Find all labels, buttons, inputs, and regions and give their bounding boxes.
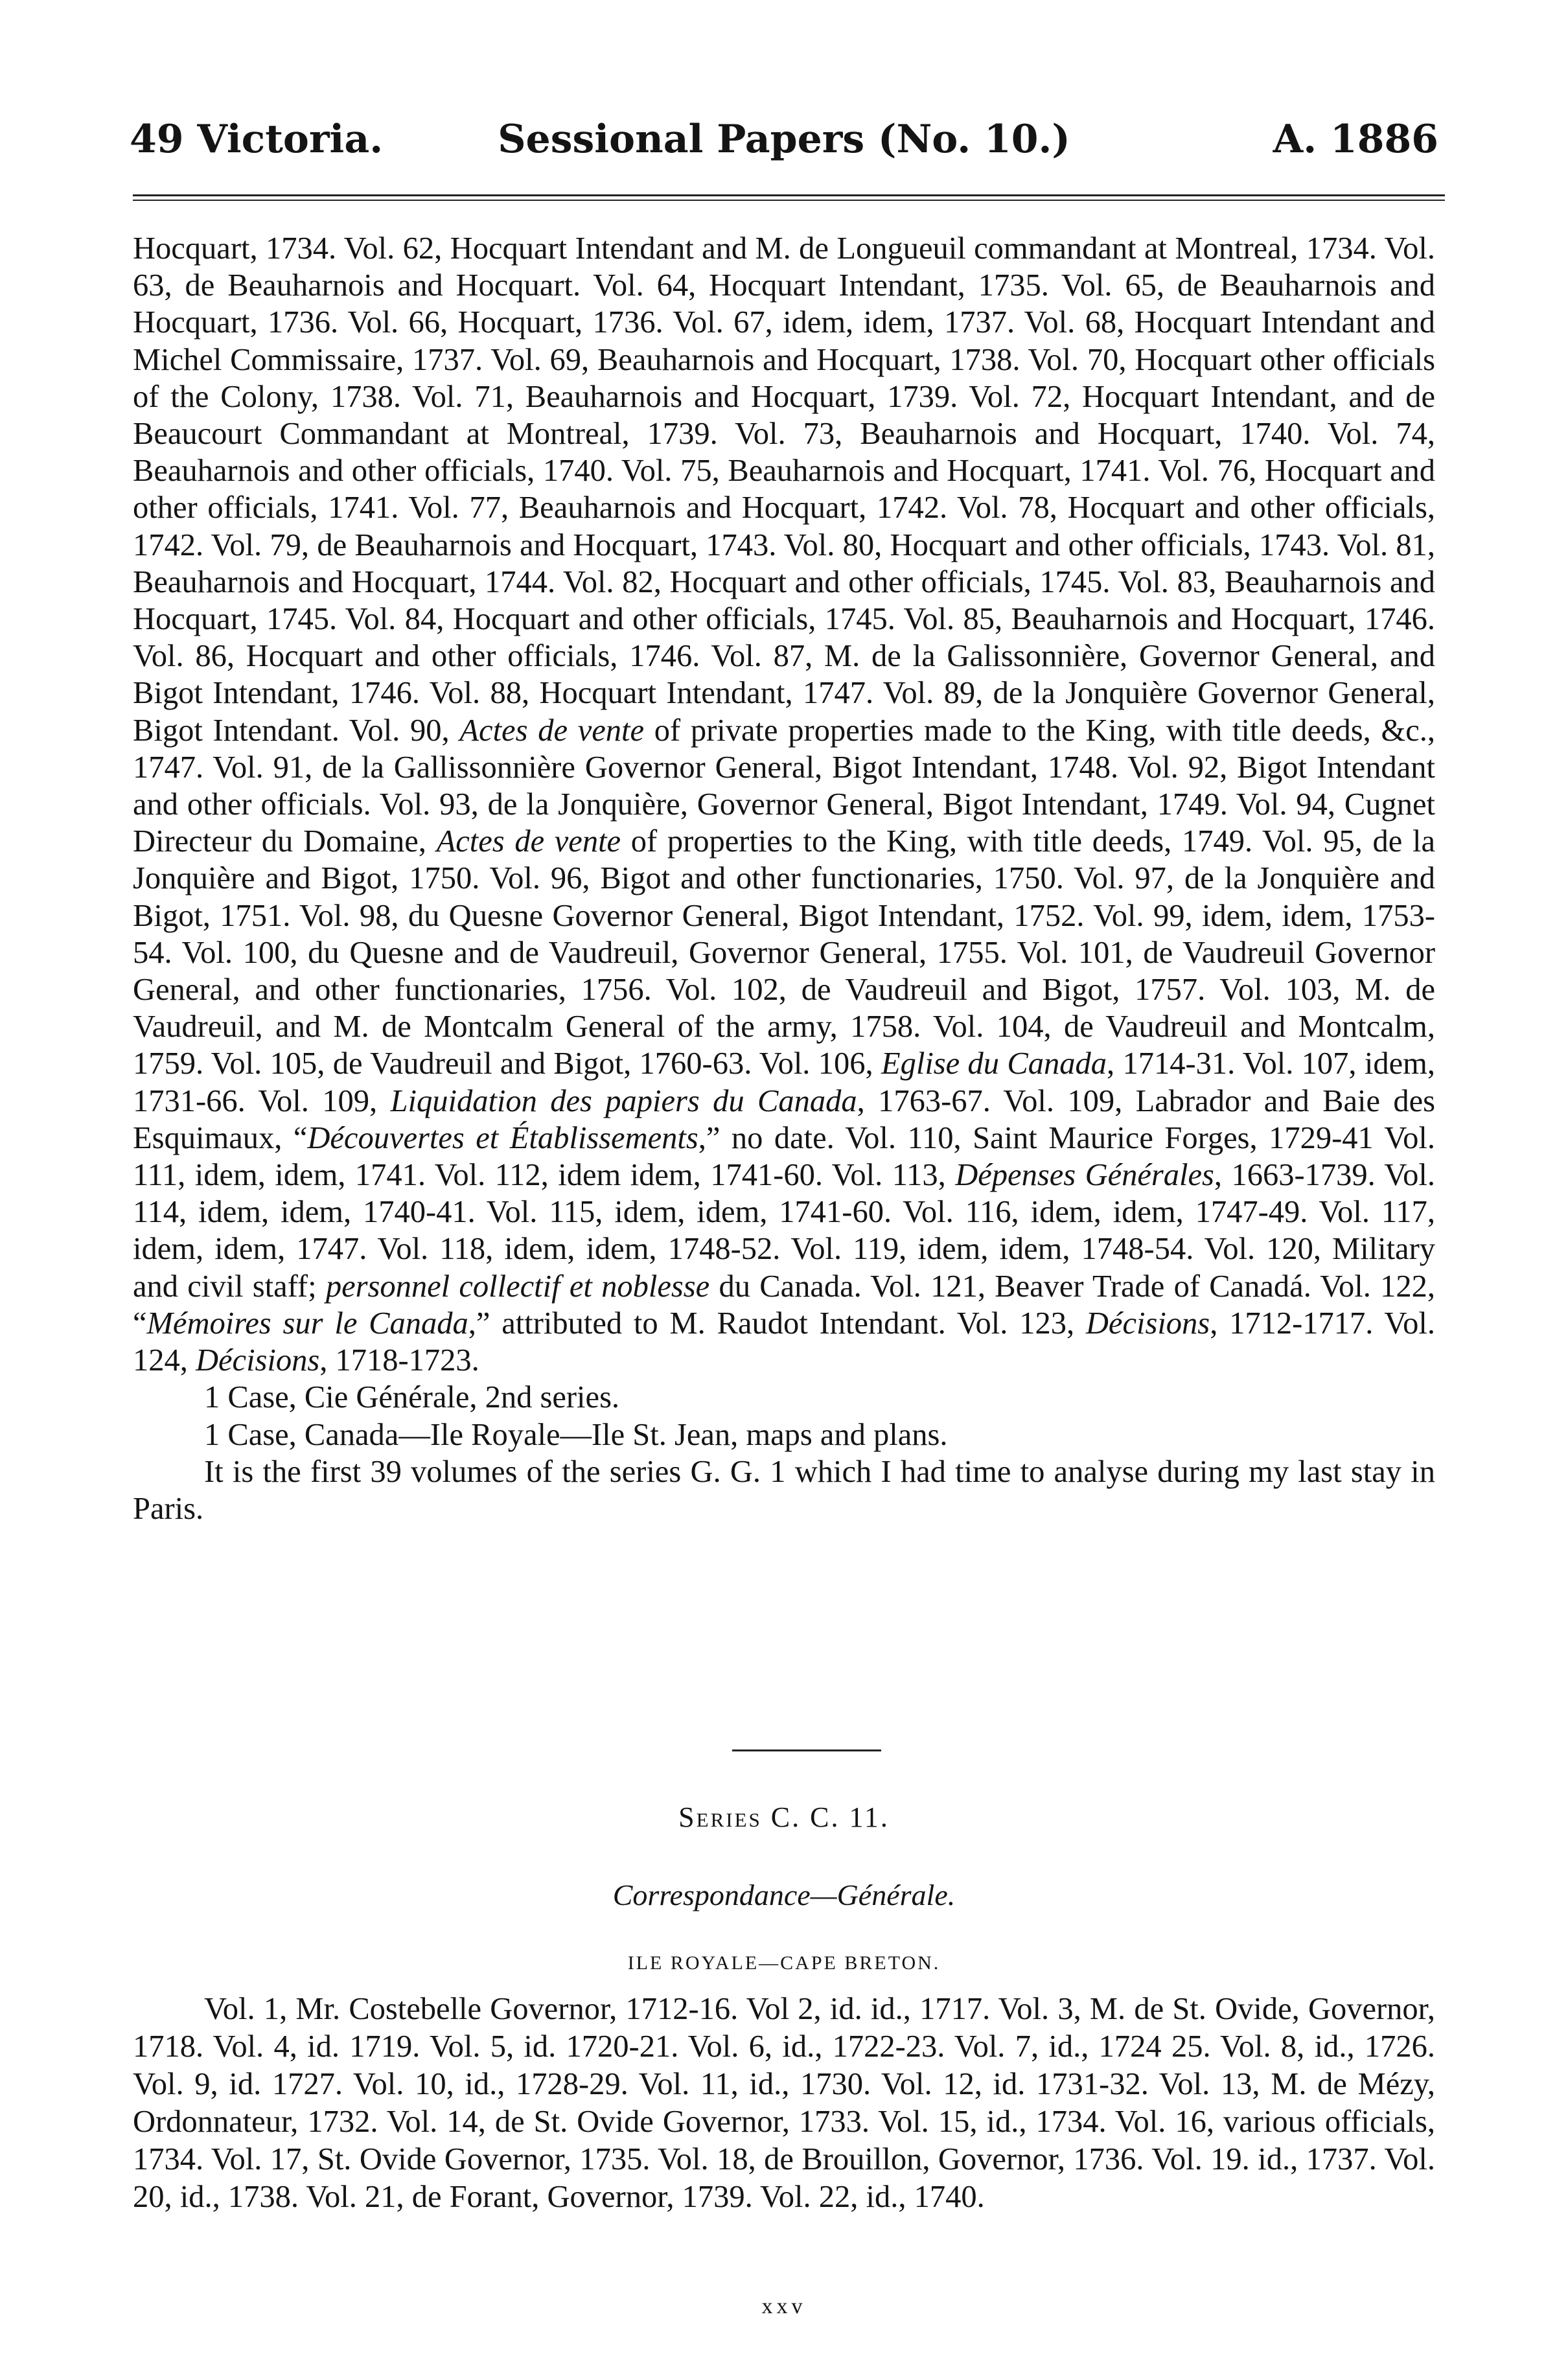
series-subheading: ILE ROYALE—CAPE BRETON. bbox=[627, 1952, 941, 1974]
case-line-2: 1 Case, Canada—Ile Royale—Ile St. Jean, maps and plans. bbox=[204, 1417, 948, 1452]
text-run: , 1663-1739. Vol. 114, idem, idem, 1740-41. Vol. 115, idem, idem, 1741-60. Vol. 116, idem, idem, 1747-49. Vol. 117, idem, idem, 1747. Vol. 118, idem, idem, 1748-52. Vol. 119, idem, idem, 1748-54. Vol. 120, Military and civil staff; bbox=[133, 1158, 1435, 1304]
text-run: Hocquart, 1734. Vol. 62, Hocquart Intendant and M. de Longueuil commandant at Montreal, 1734. Vol. 63, de Beauharnois and Hocquart. Vol. 64, Hocquart Intendant, 1735. Vol. 65, de Beauharnois and Hocquart, 1736. Vol. 66, Hocquart, 1736. Vol. 67, idem, idem, 1737. Vol. 68, Hocquart Intendant and Michel Commissaire, 1737. Vol. 69, Beauharnois and Hocquart, 1738. Vol. 70, Hocquart other officials of the Colony, 1738. Vol. 71, Beauharnois and Hocquart, 1739. Vol. 72, Hocquart Intendant, and de Beaucourt Commandant at Montreal, 1739. Vol. 73, Beauharnois and Hocquart, 1740. Vol. 74, Beauharnois and other officials, 1740. Vol. 75, Beauharnois and Hocquart, 1741. Vol. 76, Hocquart and other officials, 1741. Vol. 77, Beauharnois and Hocquart, 1742. Vol. 78, Hocquart and other officials, 1742. Vol. 79, de Beauharnois and Hocquart, 1743. Vol. 80, Hocquart and other officials, 1743. Vol. 81, Beauharnois and Hocquart, 1744. Vol. 82, Hocquart and other officials, 1745. Vol. 83, Beauharnois and Hocquart, 1745. Vol. 84, Hocquart and other officials, 1745. Vol. 85, Beauharnois and Hocquart, 1746. Vol. 86, Hocquart and other officials, 1746. Vol. 87, M. de la Galissonnière, Governor General, and Bigot Intendant, 1746. Vol. 88, Hocquart Intendant, 1747. Vol. 89, de la Jonquière Governor General, Bigot Intendant. Vol. 90, bbox=[133, 231, 1435, 748]
series-title: Series C. C. 11. bbox=[678, 1801, 890, 1833]
volume-list-paragraph bbox=[133, 230, 1435, 1379]
text-run: , 1712-1717. Vol. 124, bbox=[133, 1306, 1435, 1378]
text-run: of properties to the King, with title deeds, 1749. Vol. 95, de la Jonquière and Bigot, 1750. Vol. 96, Bigot and other functionaries, 1750. Vol. 97, de la Jonquière and Bigot, 1751. Vol. 98, du Quesne Governor General, Bigot Intendant, 1752. Vol. 99, idem, idem, 1753-54. Vol. 100, du Quesne and de Vaudreuil, Governor General, 1755. Vol. 101, de Vaudreuil Governor General, and other functionaries, 1756. Vol. 102, de Vaudreuil and Bigot, 1757. Vol. 103, M. de Vaudreuil, and M. de Montcalm General of the army, 1758. Vol. 104, de Vaudreuil and Montcalm, 1759. Vol. 105, de Vaudreuil and Bigot, 1760-63. Vol. 106, bbox=[133, 824, 1435, 1081]
italic-title: Mémoires sur le Canada bbox=[146, 1306, 468, 1341]
italic-title: personnel collectif et noblesse bbox=[325, 1269, 710, 1304]
text-run: , 1714-31. Vol. 107, idem, 1731-66. Vol. 109, bbox=[133, 1046, 1435, 1118]
italic-title: Eglise du Canada bbox=[881, 1046, 1107, 1081]
italic-title: Actes de vente bbox=[436, 824, 621, 859]
main-text bbox=[133, 230, 1435, 1527]
italic-title: Dépenses Générales bbox=[955, 1158, 1214, 1193]
text-run: ,” no date. Vol. 110, Saint Maurice Forges, 1729-41 Vol. 111, idem, idem, 1741. Vol. 112, idem idem, 1741-60. Vol. 113, bbox=[133, 1120, 1436, 1193]
case-line-1: 1 Case, Cie Générale, 2nd series. bbox=[204, 1380, 620, 1415]
text-run: du Canada. Vol. 121, Beaver Trade of Canadá. Vol. 122, “ bbox=[133, 1269, 1435, 1341]
header-year: A. 1886 bbox=[1273, 117, 1438, 162]
italic-title: Liquidation des papiers du Canada bbox=[390, 1083, 857, 1118]
header-double-rule bbox=[133, 194, 1445, 203]
header-regnal-year: 49 Victoria. bbox=[130, 117, 384, 162]
page-folio: xxv bbox=[761, 2294, 807, 2318]
running-head bbox=[130, 113, 1438, 165]
section-divider bbox=[732, 1749, 881, 1751]
italic-title: Actes de vente bbox=[459, 713, 645, 748]
series-text bbox=[133, 1991, 1435, 2216]
italic-title: Découvertes et Établissements bbox=[307, 1120, 698, 1155]
italic-title: Décisions bbox=[1085, 1306, 1210, 1341]
text-run: ,” attributed to M. Raudot Intendant. Vol. 123, bbox=[468, 1306, 1086, 1341]
series-volume-list: Vol. 1, Mr. Costebelle Governor, 1712-16. Vol 2, id. id., 1717. Vol. 3, M. de St. Ovide, Governor, 1718. Vol. 4, id. 1719. Vol. 5, id. 1720-21. Vol. 6, id., 1722-23. Vol. 7, id., 1724 25. Vol. 8, id., 1726. Vol. 9, id. 1727. Vol. 10, id., 1728-29. Vol. 11, id., 1730. Vol. 12, id. 1731-32. Vol. 13, M. de Mézy, Ordonnateur, 1732. Vol. 14, de St. Ovide Governor, 1733. Vol. 15, id., 1734. Vol. 16, various officials, 1734. Vol. 17, St. Ovide Governor, 1735. Vol. 18, de Brouillon, Governor, 1736. Vol. 19. id., 1737. Vol. 20, id., 1738. Vol. 21, de Forant, Governor, 1739. Vol. 22, id., 1740. bbox=[133, 1992, 1435, 2214]
italic-title: Décisions bbox=[196, 1343, 320, 1378]
series-subtitle: Correspondance—Générale. bbox=[612, 1878, 956, 1911]
text-run: of private properties made to the King, with title deeds, &c., 1747. Vol. 91, de la Gallissonnière Governor General, Bigot Intendant, 1748. Vol. 92, Bigot Intendant and other officials. Vol. 93, de la Jonquière, Governor General, Bigot Intendant, 1749. Vol. 94, Cugnet Directeur du Domaine, bbox=[133, 713, 1435, 859]
text-run: , 1763-67. Vol. 109, Labrador and Baie des Esquimaux, “ bbox=[133, 1083, 1436, 1155]
text-run: , 1718-1723. bbox=[319, 1343, 479, 1378]
closing-sentence: It is the first 39 volumes of the series G. G. 1 which I had time to analyse during my last stay in Paris. bbox=[133, 1454, 1435, 1526]
header-series-title: Sessional Papers (No. 10.) bbox=[498, 117, 1070, 162]
